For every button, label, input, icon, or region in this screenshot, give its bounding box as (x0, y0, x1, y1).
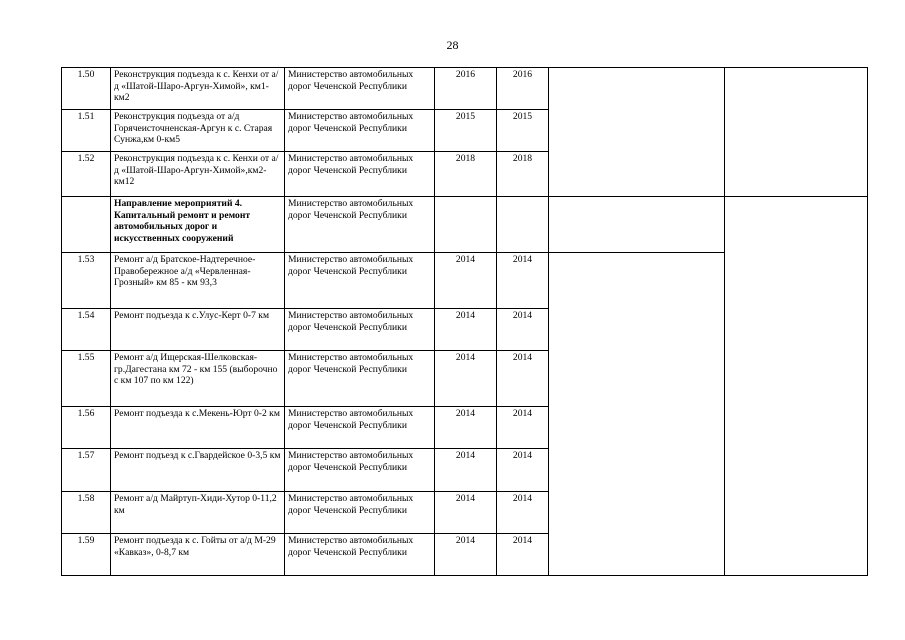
responsible-agency: Министерство автомобильных дорог Чеченской Республики (285, 152, 435, 197)
measures-table (61, 67, 868, 576)
responsible-agency: Министерство автомобильных дорог Чеченской Республики (285, 309, 435, 351)
measure-name: Ремонт подъезда к с. Гойты от а/д М-29 «Кавказ», 0-8,7 км (111, 534, 285, 576)
measure-name: Ремонт подъезд к с.Гвардейское 0-3,5 км (111, 449, 285, 492)
row-number (62, 197, 111, 253)
end-year: 2014 (497, 407, 549, 449)
end-year: 2014 (497, 534, 549, 576)
measure-name: Ремонт подъезда к с.Мекень-Юрт 0-2 км (111, 407, 285, 449)
start-year: 2014 (435, 309, 497, 351)
measure-name: Реконструкция подъезда к с. Кенхи от а/д «Шатой-Шаро-Аргун-Химой»,км2-км12 (111, 152, 285, 197)
responsible-agency: Министерство автомобильных дорог Чеченской Республики (285, 351, 435, 407)
responsible-agency: Министерство автомобильных дорог Чеченской Республики (285, 534, 435, 576)
responsible-agency: Министерство автомобильных дорог Чеченской Республики (285, 449, 435, 492)
row-number: 1.51 (62, 110, 111, 152)
row-number: 1.59 (62, 534, 111, 576)
start-year: 2014 (435, 253, 497, 309)
measure-name: Ремонт а/д Ищерская-Шелковская-гр.Дагестана км 72 - км 155 (выборочно с км 107 по км 122) (111, 351, 285, 407)
row-number: 1.52 (62, 152, 111, 197)
end-year: 2014 (497, 449, 549, 492)
start-year: 2016 (435, 68, 497, 110)
start-year: 2018 (435, 152, 497, 197)
row-number: 1.56 (62, 407, 111, 449)
table-row (62, 68, 868, 110)
responsible-agency: Министерство автомобильных дорог Чеченской Республики (285, 68, 435, 110)
measure-name: Реконструкция подъезда к с. Кенхи от а/д «Шатой-Шаро-Аргун-Химой», км1-км2 (111, 68, 285, 110)
start-year: 2014 (435, 449, 497, 492)
row-number: 1.55 (62, 351, 111, 407)
row-number: 1.54 (62, 309, 111, 351)
result-cell (549, 253, 725, 576)
end-year: 2016 (497, 68, 549, 110)
responsible-agency: Министерство автомобильных дорог Чеченской Республики (285, 253, 435, 309)
start-year: 2014 (435, 492, 497, 534)
measure-name: Ремонт а/д Братское-Надтеречное-Правобережное а/д «Червленная-Грозный» км 85 - км 93,3 (111, 253, 285, 309)
result-cell (549, 197, 725, 253)
start-year: 2014 (435, 407, 497, 449)
start-year: 2015 (435, 110, 497, 152)
measure-name: Ремонт а/д Майртуп-Хиди-Хутор 0-11,2 км (111, 492, 285, 534)
page-number: 28 (446, 38, 459, 52)
start-year (435, 197, 497, 253)
indicator-cell (725, 68, 868, 197)
table-row (62, 197, 868, 253)
end-year: 2014 (497, 253, 549, 309)
end-year: 2018 (497, 152, 549, 197)
measure-name: Ремонт подъезда к с.Улус-Керт 0-7 км (111, 309, 285, 351)
responsible-agency: Министерство автомобильных дорог Чеченской Республики (285, 110, 435, 152)
result-cell (549, 68, 725, 197)
row-number: 1.50 (62, 68, 111, 110)
row-number: 1.58 (62, 492, 111, 534)
indicator-cell (725, 197, 868, 576)
end-year: 2014 (497, 492, 549, 534)
responsible-agency: Министерство автомобильных дорог Чеченской Республики (285, 197, 435, 253)
start-year: 2014 (435, 351, 497, 407)
section-title: Направление мероприятий 4. Капитальный ремонт и ремонт автомобильных дорог и искусственных сооружений (111, 197, 285, 253)
responsible-agency: Министерство автомобильных дорог Чеченской Республики (285, 492, 435, 534)
end-year: 2015 (497, 110, 549, 152)
start-year: 2014 (435, 534, 497, 576)
end-year (497, 197, 549, 253)
measure-name: Реконструкция подъезда от а/д Горячеисточненская-Аргун к с. Старая Сунжа,км 0-км5 (111, 110, 285, 152)
responsible-agency: Министерство автомобильных дорог Чеченской Республики (285, 407, 435, 449)
end-year: 2014 (497, 351, 549, 407)
row-number: 1.57 (62, 449, 111, 492)
end-year: 2014 (497, 309, 549, 351)
row-number: 1.53 (62, 253, 111, 309)
